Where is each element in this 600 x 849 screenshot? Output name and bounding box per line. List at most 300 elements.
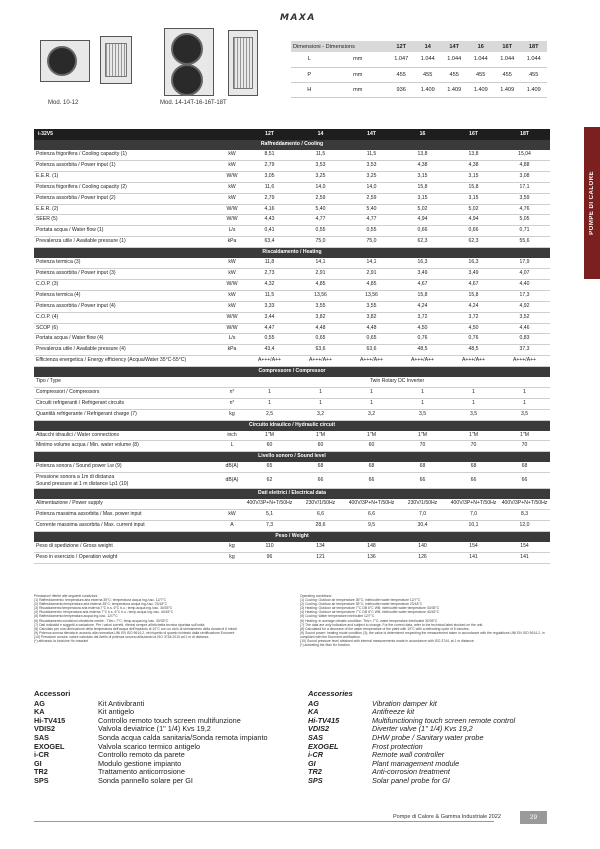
spec-row-label: Peso in esercizio / Operation weight xyxy=(34,552,220,563)
spec-value: 2,91 xyxy=(295,268,346,279)
dimension-value: 455 xyxy=(388,67,415,82)
spec-value: 148 xyxy=(346,542,397,552)
spec-value: 68 xyxy=(346,462,397,472)
spec-value: 3,15 xyxy=(397,171,448,182)
spec-value: 3,5 xyxy=(397,409,448,420)
model-label: i-32V5 xyxy=(34,129,220,140)
accessory-code: Hi-TV415 xyxy=(308,715,340,725)
spec-value: 0,41 xyxy=(244,226,295,237)
spec-value: 1 xyxy=(244,387,295,398)
spec-value: 14,1 xyxy=(346,258,397,268)
accessory-code: GI xyxy=(308,758,316,768)
accessory-code: VDIS2 xyxy=(308,724,330,734)
accessory-description: Controllo remoto touch screen multifunzione xyxy=(98,715,241,725)
spec-value: 3,5 xyxy=(448,409,499,420)
spec-value: 15,8 xyxy=(397,182,448,193)
spec-row xyxy=(34,441,550,452)
spec-value: 63,6 xyxy=(346,345,397,356)
fan-icon xyxy=(47,46,77,76)
spec-row xyxy=(34,473,550,489)
spec-value: 4,46 xyxy=(499,323,550,334)
spec-row-label: Attacchi idraulici / Water connections xyxy=(34,431,220,441)
spec-col: 18T xyxy=(499,129,550,140)
spec-value: 3,82 xyxy=(295,312,346,323)
spec-value: 11,5 xyxy=(295,150,346,160)
spec-value: 400V/3P+N+T/50Hz xyxy=(499,499,550,509)
spec-row-label: Quantità refrigerante / Refrigerant charge (7) xyxy=(34,409,220,420)
dimension-value: 1.409 xyxy=(414,82,441,97)
accessory-code: GI xyxy=(34,758,42,768)
accessory-description: Sonda pannello solare per GI xyxy=(98,775,193,785)
note-line: (*) activating the Max Hz function xyxy=(300,643,350,648)
spec-row xyxy=(34,312,550,323)
note-line: (6) Riscaldamento:condizioni climatiche medie - Tbiv=-7°C; temp.acqua ing./usc. 30/35°C xyxy=(34,618,169,623)
spec-value: 4,85 xyxy=(346,279,397,290)
note-line: (7) Dati indicativi e soggetti a variazione. Per i valori corretti, riferirsi sempre all'etichetta tecnica riportata sull'unità xyxy=(34,622,205,627)
spec-value: 11,6 xyxy=(244,182,295,193)
spec-value: 66 xyxy=(448,473,499,489)
accessory-code: AG xyxy=(34,698,45,708)
dim-col: 14T xyxy=(441,41,468,52)
image-caption-left: Mod. 10-12 xyxy=(48,100,79,106)
spec-row-unit: W/W xyxy=(220,171,244,182)
spec-value: 4,16 xyxy=(244,204,295,215)
spec-value: 4,50 xyxy=(448,323,499,334)
footer-divider xyxy=(34,821,494,822)
note-line: (8) Calculated for a decrease of the water temperature of the plant with 10°C with a defrosting cycle of 6 minutes. xyxy=(300,626,470,631)
spec-value: 126 xyxy=(397,552,448,563)
spec-row-unit: kPa xyxy=(220,345,244,356)
spec-row xyxy=(34,387,550,398)
spec-section-header xyxy=(34,531,550,541)
accessories-title: Accessori xyxy=(34,689,71,698)
dimension-unit: mm xyxy=(328,67,388,82)
spec-row-unit: kg xyxy=(220,542,244,552)
spec-value: 1 xyxy=(295,387,346,398)
spec-section-title: Peso / Weight xyxy=(34,531,550,541)
spec-value: 3,55 xyxy=(346,301,397,312)
spec-value: 1 xyxy=(499,398,550,409)
accessory-description: Diverter valve (1" 1/4) Kvs 19,2 xyxy=(372,724,473,734)
spec-row-label: Circuiti refrigeranti / Refrigerant circuits xyxy=(34,398,220,409)
notes-english xyxy=(300,594,550,647)
spec-value: 70 xyxy=(448,441,499,452)
spec-row xyxy=(34,193,550,204)
spec-value: 0,55 xyxy=(346,226,397,237)
dimension-value: 1.044 xyxy=(414,52,441,67)
spec-value: 1 xyxy=(448,387,499,398)
spec-row-unit: dB(A) xyxy=(220,462,244,472)
spec-value: A+++/A++ xyxy=(346,356,397,367)
spec-section-header xyxy=(34,248,550,258)
section-side-tab xyxy=(584,127,600,279)
accessory-code: SAS xyxy=(34,732,50,742)
accessory-code: KA xyxy=(34,707,45,717)
spec-value: 3,08 xyxy=(499,171,550,182)
spec-row-unit: kW xyxy=(220,301,244,312)
spec-value: 3,44 xyxy=(244,312,295,323)
spec-value: 230V/1/50Hz xyxy=(295,499,346,509)
spec-row xyxy=(34,268,550,279)
spec-value: 10,1 xyxy=(448,520,499,531)
spec-value: 3,2 xyxy=(346,409,397,420)
spec-row-unit: kW xyxy=(220,193,244,204)
accessory-code: EXOGEL xyxy=(308,741,339,751)
accessory-description: Modulo gestione impianto xyxy=(98,758,182,768)
spec-row-unit: n° xyxy=(220,398,244,409)
grille-icon xyxy=(105,43,127,77)
dimension-value: 1.047 xyxy=(388,52,415,67)
spec-row-unit: dB(A) xyxy=(220,473,244,489)
accessory-description: DHW probe / Sanitary water probe xyxy=(372,732,484,742)
note-line: (3) Heating: Outdoor air temperature 7°C DB 6°C WB; inlet/outlet water temperature 30/35°C xyxy=(300,606,440,611)
dimensions-table xyxy=(291,41,547,98)
spec-row-label: Efficienza energetica / Energy efficiency (Acqua/Water 35°C-55°C) xyxy=(34,356,220,367)
spec-section-header xyxy=(34,489,550,499)
spec-value: 3,15 xyxy=(448,171,499,182)
spec-value: 14,1 xyxy=(295,258,346,268)
dimensions-header xyxy=(291,41,547,52)
spec-value: 66 xyxy=(346,473,397,489)
spec-value: 2,79 xyxy=(244,160,295,171)
page-number: 29 xyxy=(520,811,547,824)
spec-row-unit: L xyxy=(220,441,244,452)
spec-value: 1 xyxy=(346,387,397,398)
spec-row-unit: kW xyxy=(220,268,244,279)
accessory-code: TR2 xyxy=(308,767,322,777)
dimension-value: 1.044 xyxy=(494,52,521,67)
note-line: (2) Cooling: Outdoor air temperature 35°C; inlet/outlet water temperature 23/18°C xyxy=(300,602,423,607)
spec-value: 3,53 xyxy=(346,160,397,171)
spec-value: 3,59 xyxy=(499,193,550,204)
spec-value: 141 xyxy=(499,552,550,563)
note-line: (9) Potenza sonora rilevata in accordo alla normativa UNI EN ISO 9614-2, nel rispetto di quanto richiesto dalla certificazione Eurovent xyxy=(34,630,235,635)
spec-row-label: Portata acqua / Water flow (4) xyxy=(34,334,220,345)
spec-value: 3,72 xyxy=(448,312,499,323)
spec-section-header xyxy=(34,420,550,430)
spec-value: 110 xyxy=(244,542,295,552)
side-tab-label: POMPE DI CALORE xyxy=(589,171,595,235)
spec-row-label: C.O.P. (3) xyxy=(34,279,220,290)
spec-value: 11,8 xyxy=(244,258,295,268)
spec-value: 2,59 xyxy=(346,193,397,204)
brand-logo-text: MAXA xyxy=(280,13,316,23)
spec-value: 0,55 xyxy=(295,226,346,237)
spec-value: 7,0 xyxy=(448,510,499,521)
spec-row-unit: kg xyxy=(220,552,244,563)
spec-value: 17,9 xyxy=(499,258,550,268)
accessory-code: SAS xyxy=(308,732,324,742)
spec-value: 68 xyxy=(295,462,346,472)
unit-small-side-image xyxy=(100,36,132,84)
accessory-description: Trattamento anticorrosione xyxy=(98,767,185,777)
spec-value: 3,5 xyxy=(499,409,550,420)
spec-value: 5,05 xyxy=(499,215,550,226)
spec-value: 75,0 xyxy=(295,237,346,248)
spec-row xyxy=(34,356,550,367)
spec-row xyxy=(34,182,550,193)
note-line: (1) Cooling: Outdoor air temperature 35°C; inlet/outlet water temperature 12/7°C xyxy=(300,598,421,603)
spec-value: 3,2 xyxy=(295,409,346,420)
dimension-value: 1.409 xyxy=(467,82,494,97)
spec-value: 28,6 xyxy=(295,520,346,531)
note-line: (4) Heating: Outdoor air temperature 7°C DB 6°C WB; inlet/outlet water temperature 40/45°C xyxy=(300,610,440,615)
spec-value: 68 xyxy=(448,462,499,472)
spec-value: 4,85 xyxy=(295,279,346,290)
spec-value: 400V/3P+N+T/50Hz xyxy=(244,499,295,509)
dimension-value: 455 xyxy=(467,67,494,82)
spec-value: 16,3 xyxy=(397,258,448,268)
spec-row-label: E.E.R. (2) xyxy=(34,204,220,215)
spec-value: 15,8 xyxy=(448,290,499,301)
spec-row-unit: kW xyxy=(220,258,244,268)
spec-value: 0,76 xyxy=(448,334,499,345)
spec-section-header xyxy=(34,367,550,377)
spec-value: 0,71 xyxy=(499,226,550,237)
spec-value: 63,4 xyxy=(244,237,295,248)
spec-value: 1"M xyxy=(295,431,346,441)
spec-merged-value: Twin Rotary DC Inverter xyxy=(244,377,550,387)
spec-value: 4,92 xyxy=(499,301,550,312)
spec-row-unit: kPa xyxy=(220,237,244,248)
dimension-value: 1.409 xyxy=(494,82,521,97)
spec-col: 14T xyxy=(346,129,397,140)
spec-row-label: Pressione sonora a 1m di distanza Sound pressure at 1 m distance Lp1 (10) xyxy=(34,473,220,489)
spec-value: 4,40 xyxy=(499,279,550,290)
spec-value: 5,40 xyxy=(295,204,346,215)
unit-large-side-image xyxy=(228,30,258,96)
spec-value: 65 xyxy=(244,462,295,472)
unit-large-image xyxy=(164,28,214,96)
spec-row-label: SEER (5) xyxy=(34,215,220,226)
dim-col: 16 xyxy=(467,41,494,52)
spec-row xyxy=(34,334,550,345)
dimension-label: L xyxy=(291,52,328,67)
accessory-code: AG xyxy=(308,698,319,708)
fan-icon xyxy=(171,64,203,96)
spec-value: 140 xyxy=(397,542,448,552)
spec-row-label: Portata acqua / Water flow (1) xyxy=(34,226,220,237)
spec-value: 43,4 xyxy=(244,345,295,356)
dimension-value: 455 xyxy=(520,67,547,82)
spec-value: 121 xyxy=(295,552,346,563)
spec-value: 55,6 xyxy=(499,237,550,248)
spec-row-unit: kW xyxy=(220,290,244,301)
spec-row xyxy=(34,150,550,160)
spec-col: 16T xyxy=(448,129,499,140)
dim-col: 18T xyxy=(520,41,547,52)
dimension-unit: mm xyxy=(328,82,388,97)
accessory-description: Sonda acqua calda sanitaria/Sonda remota impianto xyxy=(98,732,268,742)
spec-value: 15,8 xyxy=(397,290,448,301)
spec-value: 4,94 xyxy=(397,215,448,226)
spec-value: 3,53 xyxy=(295,160,346,171)
spec-row xyxy=(34,520,550,531)
spec-value: 1 xyxy=(397,387,448,398)
accessory-description: Valvola scarico termico antigelo xyxy=(98,741,201,751)
spec-row-unit: kW xyxy=(220,182,244,193)
accessories-title: Accessories xyxy=(308,689,353,698)
note-line: (5) Cooling: Water temperature inlet/outlet 12/7°C xyxy=(300,614,375,619)
spec-row-label: Potenza assorbita / Power input (4) xyxy=(34,301,220,312)
accessory-code: SPS xyxy=(308,775,323,785)
spec-value: 5,40 xyxy=(346,204,397,215)
spec-value: 2,73 xyxy=(244,268,295,279)
spec-value: 13,56 xyxy=(346,290,397,301)
accessory-item xyxy=(308,777,542,786)
note-line: (1) Raffreddamento: temperatura aria esterna 35°C; temperatura acqua ing./usc. 12/7°C xyxy=(34,598,167,603)
spec-row-unit: kg xyxy=(220,409,244,420)
spec-row xyxy=(34,226,550,237)
note-line: (6) Heating: in average climatic condition: Tbiv=-7°C; water temperature inlet/outlet 30/35°C xyxy=(300,618,438,623)
spec-row-unit: kW xyxy=(220,150,244,160)
note-line: Prestazioni riferite alle seguenti condizioni: xyxy=(34,594,99,598)
accessory-code: VDIS2 xyxy=(34,724,56,734)
note-line: (10) Sound pressure level obtained with internal measurements made in accordance with ISO 3744, at 1 m distance. xyxy=(300,639,475,644)
spec-value: 134 xyxy=(295,542,346,552)
spec-row xyxy=(34,409,550,420)
spec-row-label: Peso di spedizione / Gross weight xyxy=(34,542,220,552)
spec-value: 4,88 xyxy=(499,160,550,171)
spec-value: 70 xyxy=(397,441,448,452)
spec-value: 2,59 xyxy=(295,193,346,204)
spec-value: 66 xyxy=(499,473,550,489)
spec-value: 11,5 xyxy=(346,150,397,160)
spec-value: 3,15 xyxy=(448,193,499,204)
spec-row-unit: W/W xyxy=(220,323,244,334)
spec-value: 60 xyxy=(244,441,295,452)
accessory-description: Plant management module xyxy=(372,758,460,768)
spec-value: 15,8 xyxy=(448,182,499,193)
spec-row xyxy=(34,258,550,268)
accessory-item xyxy=(34,700,268,709)
accessory-description: Kit antigelo xyxy=(98,707,135,717)
dimension-row xyxy=(291,67,547,82)
spec-value: 1"M xyxy=(397,431,448,441)
accessory-item xyxy=(308,700,542,709)
spec-row-unit: L/s xyxy=(220,226,244,237)
spec-value: 4,48 xyxy=(295,323,346,334)
spec-value: A+++/A++ xyxy=(448,356,499,367)
spec-value: 4,24 xyxy=(397,301,448,312)
spec-value: 3,49 xyxy=(448,268,499,279)
spec-row-unit: kW xyxy=(220,160,244,171)
accessory-code: Hi-TV415 xyxy=(34,715,66,725)
spec-value: 4,48 xyxy=(346,323,397,334)
spec-row-label: Potenza frigorifera / Cooling capacity (1) xyxy=(34,150,220,160)
accessory-description: Antifreeze kit xyxy=(372,707,415,717)
spec-value: 66 xyxy=(295,473,346,489)
spec-row xyxy=(34,462,550,472)
spec-row xyxy=(34,160,550,171)
dimension-value: 1.044 xyxy=(441,52,468,67)
spec-value: 4,32 xyxy=(244,279,295,290)
spec-value: 4,67 xyxy=(397,279,448,290)
spec-value: 62,3 xyxy=(448,237,499,248)
spec-row xyxy=(34,215,550,226)
spec-row-unit: A xyxy=(220,520,244,531)
spec-value: 12,0 xyxy=(499,520,550,531)
spec-row xyxy=(34,398,550,409)
spec-value: 30,4 xyxy=(397,520,448,531)
dimension-value: 936 xyxy=(388,82,415,97)
spec-value: 3,25 xyxy=(295,171,346,182)
spec-value: 1 xyxy=(346,398,397,409)
brand-logo xyxy=(280,13,324,27)
spec-row xyxy=(34,290,550,301)
accessory-code: KA xyxy=(308,707,319,717)
spec-value: 48,5 xyxy=(397,345,448,356)
spec-row-label: Potenza assorbita / Power input (2) xyxy=(34,193,220,204)
note-line: (8) Calcolato per una diminuzione della temperatura dell'acqua dell'impianto di 10°C con un ciclo di sbrinamento della durata di 6 minuti xyxy=(34,626,238,631)
spec-value: 7,0 xyxy=(397,510,448,521)
accessory-item xyxy=(34,777,268,786)
accessory-description: Kit Antivibranti xyxy=(98,698,145,708)
spec-value: 4,47 xyxy=(244,323,295,334)
spec-row-unit: kW xyxy=(220,510,244,521)
spec-row-label: Potenza termica (4) xyxy=(34,290,220,301)
spec-row xyxy=(34,237,550,248)
spec-row-label: Potenza frigorifera / Cooling capacity (2) xyxy=(34,182,220,193)
spec-value: 68 xyxy=(397,462,448,472)
dimension-unit: mm xyxy=(328,52,388,67)
spec-value: 136 xyxy=(346,552,397,563)
spec-value: 17,1 xyxy=(499,182,550,193)
spec-row-label: Potenza termica (3) xyxy=(34,258,220,268)
product-images xyxy=(32,28,272,98)
spec-section-title: Compressore / Compressor xyxy=(34,367,550,377)
spec-row-label: C.O.P. (4) xyxy=(34,312,220,323)
dimension-value: 1.044 xyxy=(520,52,547,67)
spec-value: 230V/1/50Hz xyxy=(397,499,448,509)
notes-italian xyxy=(34,594,296,643)
spec-row-unit: inch xyxy=(220,431,244,441)
spec-value: 400V/3P+N+T/50Hz xyxy=(448,499,499,509)
spec-value: A+++/A++ xyxy=(244,356,295,367)
spec-col: 14 xyxy=(295,129,346,140)
dimension-value: 455 xyxy=(414,67,441,82)
spec-value: 3,25 xyxy=(346,171,397,182)
dimension-value: 455 xyxy=(441,67,468,82)
spec-value: 4,77 xyxy=(346,215,397,226)
spec-value: 60 xyxy=(295,441,346,452)
spec-value: 16,3 xyxy=(448,258,499,268)
spec-col: 12T xyxy=(244,129,295,140)
spec-value: 6,6 xyxy=(295,510,346,521)
spec-value: 1"M xyxy=(499,431,550,441)
dimensions-title: Dimensioni - Dimensions xyxy=(291,41,388,52)
spec-value: 0,83 xyxy=(499,334,550,345)
spec-row-label: Corrente massima assorbita / Max. current input xyxy=(34,520,220,531)
dimension-label: P xyxy=(291,67,328,82)
spec-value: 3,82 xyxy=(346,312,397,323)
note-line: (7) The data are only indicative and subject to change. For the correct data, refer to the technical label stocked on the unit. xyxy=(300,622,484,627)
spec-header xyxy=(34,129,550,140)
spec-row xyxy=(34,279,550,290)
spec-value: 1 xyxy=(499,387,550,398)
spec-value: 4,76 xyxy=(499,204,550,215)
dimension-value: 1.409 xyxy=(441,82,468,97)
image-caption-right: Mod. 14-14T-16-16T-18T xyxy=(160,100,227,106)
spec-row-label: Prevalenza utile / Available pressure (1) xyxy=(34,237,220,248)
spec-value: 75,0 xyxy=(346,237,397,248)
spec-value: 0,55 xyxy=(244,334,295,345)
spec-value: 13,8 xyxy=(448,150,499,160)
spec-value: 1"M xyxy=(448,431,499,441)
accessories-english xyxy=(308,690,542,786)
spec-row xyxy=(34,510,550,521)
spec-value: 5,02 xyxy=(397,204,448,215)
